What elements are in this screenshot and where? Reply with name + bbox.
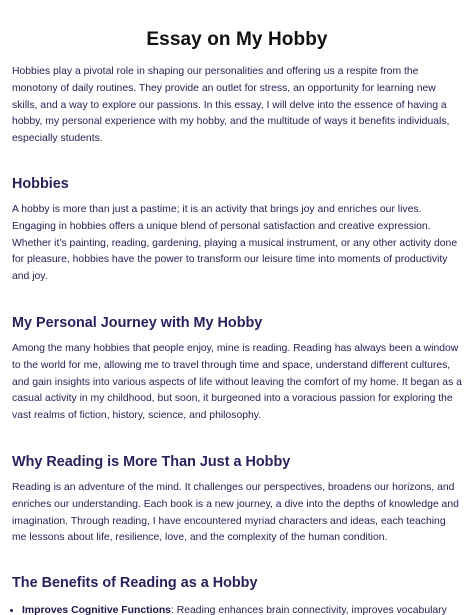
section-heading-benefits: The Benefits of Reading as a Hobby [12, 575, 258, 591]
bullet-text: : Reading enhances brain connectivity, improves vocabulary [170, 605, 447, 615]
section-heading-personal-journey: My Personal Journey with My Hobby [12, 315, 263, 331]
page-title: Essay on My Hobby [146, 29, 328, 50]
list-item [22, 603, 472, 615]
section-body-hobbies: A hobby is more than just a pastime; it is an activity that brings joy and enriches our lives. Engaging in hobbies offers a unique blend of personal satisfaction and creative expression. Whether it’s painting, reading, gardening, playing a musical instrument, or any other activity done for pleasure, hobbies have the power to transform our leisure time into moments of productivity and joy. [12, 204, 458, 283]
section-body-personal-journey: Among the many hobbies that people enjoy, mine is reading. Reading has always been a window to the world for me, allowing me to travel through time and space, understand different cultures, and gain insights into various aspects of life without leaving the comfort of my home. It began as a casual activity in my childhood, but soon, it burgeoned into a voracious passion for exploring the vast realms of fiction, history, science, and philosophy. [12, 343, 462, 422]
section-heading-hobbies: Hobbies [12, 176, 69, 192]
bullet-label: Improves Cognitive Functions [22, 605, 171, 615]
intro-paragraph: Hobbies play a pivotal role in shaping our personalities and offering us a respite from the monotony of daily routines. They provide an outlet for stress, an opportunity for learning new skills, and a way to explore our passions. In this essay, I will delve into the essence of having a hobby, my personal experience with my hobby, and the multitude of ways it benefits individuals, especially students. [12, 66, 450, 145]
section-body-why-reading: Reading is an adventure of the mind. It challenges our perspectives, broadens our horizons, and enriches our understanding. Each book is a new journey, a dive into the depths of knowledge and imagination. Through reading, I have encountered myriad characters and ideas, each teaching me lessons about life, resilience, love, and the complexity of the human condition. [12, 482, 459, 544]
section-heading-why-reading: Why Reading is More Than Just a Hobby [12, 454, 291, 470]
benefits-list [12, 603, 472, 615]
